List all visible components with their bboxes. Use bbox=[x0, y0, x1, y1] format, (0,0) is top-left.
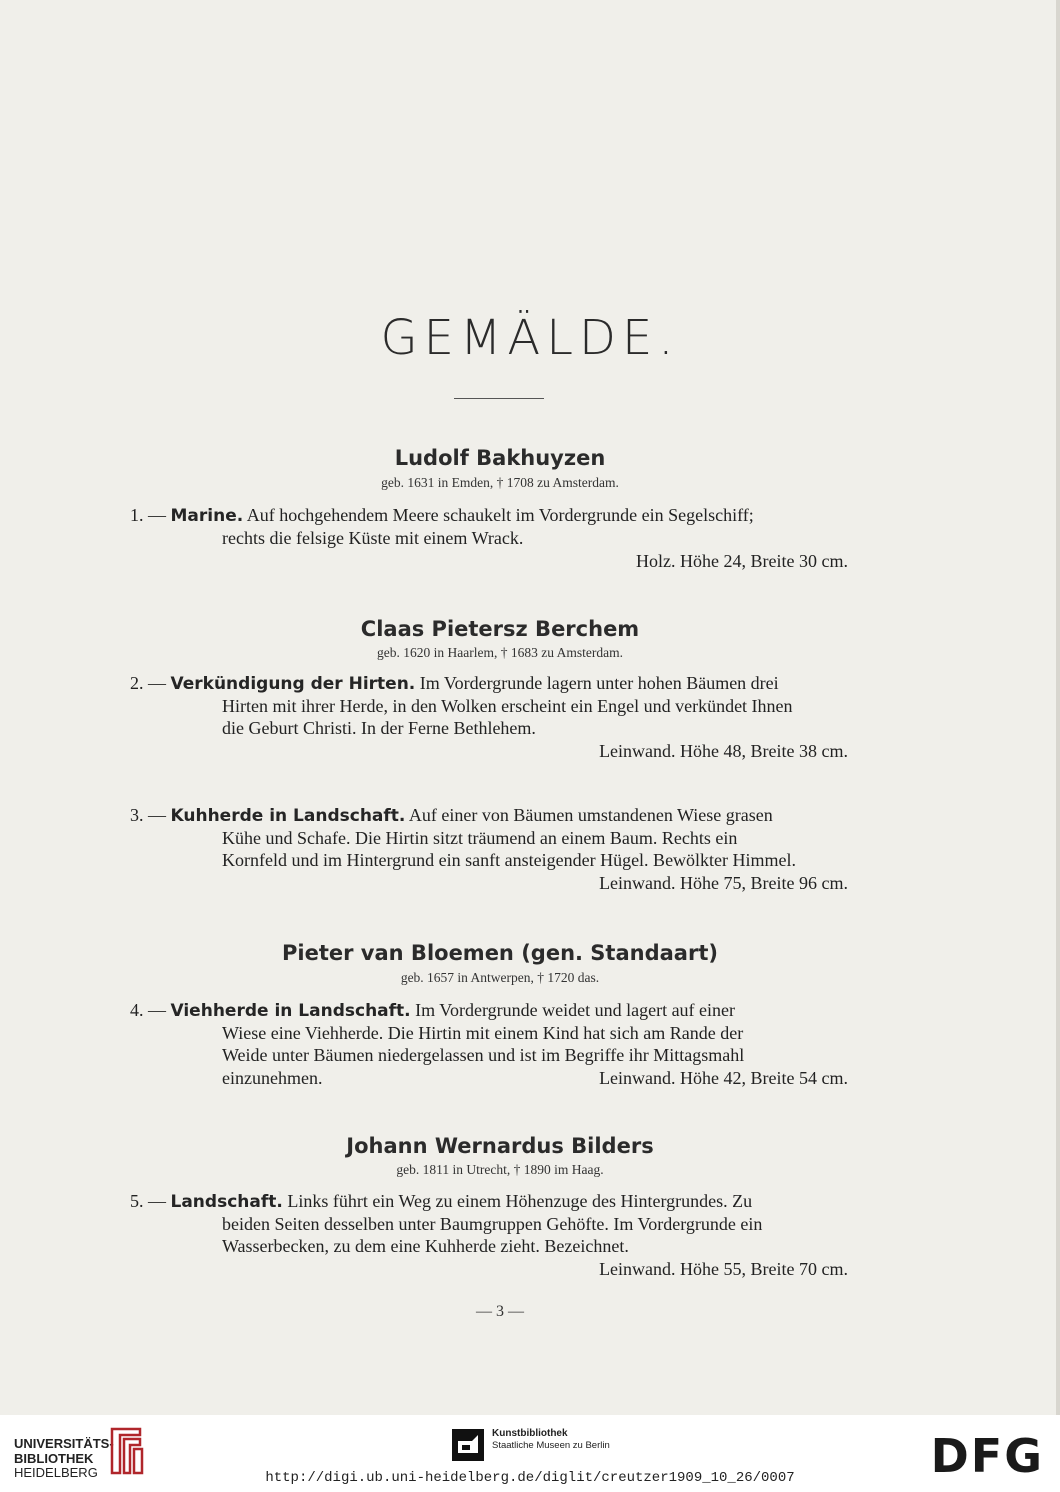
artist-life: geb. 1657 in Antwerpen, † 1720 das. bbox=[400, 970, 600, 985]
entry-number: 3. — bbox=[130, 805, 166, 825]
entry-title: Marine. bbox=[170, 506, 244, 526]
heading-rule bbox=[454, 398, 544, 399]
ub-logo-line: HEIDELBERG bbox=[14, 1465, 98, 1480]
entry-text: rechts die felsige Küste mit einem Wrack. bbox=[222, 527, 524, 548]
artist-life: geb. 1620 in Haarlem, † 1683 zu Amsterdam. bbox=[377, 645, 623, 660]
entry-text: Wiese eine Viehherde. Die Hirtin mit einem Kind hat sich am Rande der bbox=[222, 1022, 744, 1043]
entry-text: Auf hochgehendem Meere schaukelt im Vordergrunde ein Segelschiff; bbox=[246, 505, 754, 525]
entry-dimensions: Leinwand. Höhe 48, Breite 38 cm. bbox=[599, 741, 848, 761]
entry-text: Kornfeld und im Hintergrund ein sanft ansteigender Hügel. Bewölkter Himmel. bbox=[222, 850, 797, 870]
artist-name: Johann Wernardus Bilders bbox=[346, 1134, 654, 1158]
entry-text: Weide unter Bäumen niedergelassen und ist im Begriffe ihr Mittagsmahl bbox=[222, 1045, 745, 1065]
entry-number: 5. — bbox=[130, 1191, 166, 1211]
artist-name: Ludolf Bakhuyzen bbox=[394, 446, 606, 470]
entry-text: Links führt ein Weg zu einem Höhenzuge des Hintergrundes. Zu bbox=[287, 1191, 753, 1211]
entry-text: Kühe und Schafe. Die Hirtin sitzt träumend an einem Baum. Rechts ein bbox=[222, 827, 738, 848]
entry-text: beiden Seiten desselben unter Baumgruppen Gehöfte. Im Vordergrunde ein bbox=[222, 1213, 763, 1234]
entry-dimensions: Leinwand. Höhe 75, Breite 96 cm. bbox=[599, 873, 848, 893]
permalink-url[interactable]: http://digi.ub.uni-heidelberg.de/diglit/creutzer1909_10_26/0007 bbox=[265, 1470, 795, 1486]
artist-name: Pieter van Bloemen (gen. Standaart) bbox=[282, 941, 718, 965]
entry-number: 4. — bbox=[130, 1000, 166, 1020]
entry-number: 2. — bbox=[130, 673, 166, 693]
artist-life: geb. 1811 in Utrecht, † 1890 im Haag. bbox=[396, 1162, 604, 1177]
kunstbibliothek-logo[interactable] bbox=[492, 1428, 610, 1452]
entry-text: Wasserbecken, zu dem eine Kuhherde zieht. Bezeichnet. bbox=[222, 1236, 629, 1256]
artist-life: geb. 1631 in Emden, † 1708 zu Amsterdam. bbox=[381, 475, 619, 490]
viewer-footer bbox=[0, 1415, 1060, 1492]
entry-number: 1. — bbox=[130, 505, 166, 525]
entry-title: Kuhherde in Landschaft. bbox=[170, 806, 406, 826]
page-number: — 3 — bbox=[476, 1303, 524, 1320]
entry-title: Landschaft. bbox=[170, 1192, 283, 1212]
ub-logo-line: UNIVERSITÄTS- bbox=[14, 1436, 114, 1451]
entry-text: einzunehmen. bbox=[222, 1068, 323, 1088]
entry-dimensions: Leinwand. Höhe 42, Breite 54 cm. bbox=[599, 1068, 848, 1088]
section-heading: GEMÄLDE. bbox=[380, 310, 680, 366]
entry-dimensions: Holz. Höhe 24, Breite 30 cm. bbox=[636, 551, 848, 571]
dfg-logo[interactable]: DFG bbox=[930, 1429, 1044, 1483]
entry-text: die Geburt Christi. In der Ferne Bethlehem. bbox=[222, 718, 536, 738]
entry-title: Viehherde in Landschaft. bbox=[170, 1001, 411, 1021]
kb-logo-line: Kunstbibliothek bbox=[492, 1428, 568, 1439]
artist-name: Claas Pietersz Berchem bbox=[360, 617, 640, 641]
kb-logo-line: Staatliche Museen zu Berlin bbox=[492, 1440, 610, 1451]
entry-text: Im Vordergrunde lagern unter hohen Bäumen drei bbox=[419, 673, 779, 693]
entry-title: Verkündigung der Hirten. bbox=[170, 674, 416, 694]
entry-text: Auf einer von Bäumen umstandenen Wiese grasen bbox=[408, 805, 773, 825]
ub-logo-line: BIBLIOTHEK bbox=[14, 1450, 94, 1466]
entry-text: Im Vordergrunde weidet und lagert auf einer bbox=[415, 1000, 736, 1020]
entry-dimensions: Leinwand. Höhe 55, Breite 70 cm. bbox=[599, 1259, 848, 1279]
kunstbibliothek-emblem-icon bbox=[452, 1429, 484, 1461]
entry-text: Hirten mit ihrer Herde, in den Wolken erscheint ein Engel und verkündet Ihnen bbox=[222, 695, 793, 716]
